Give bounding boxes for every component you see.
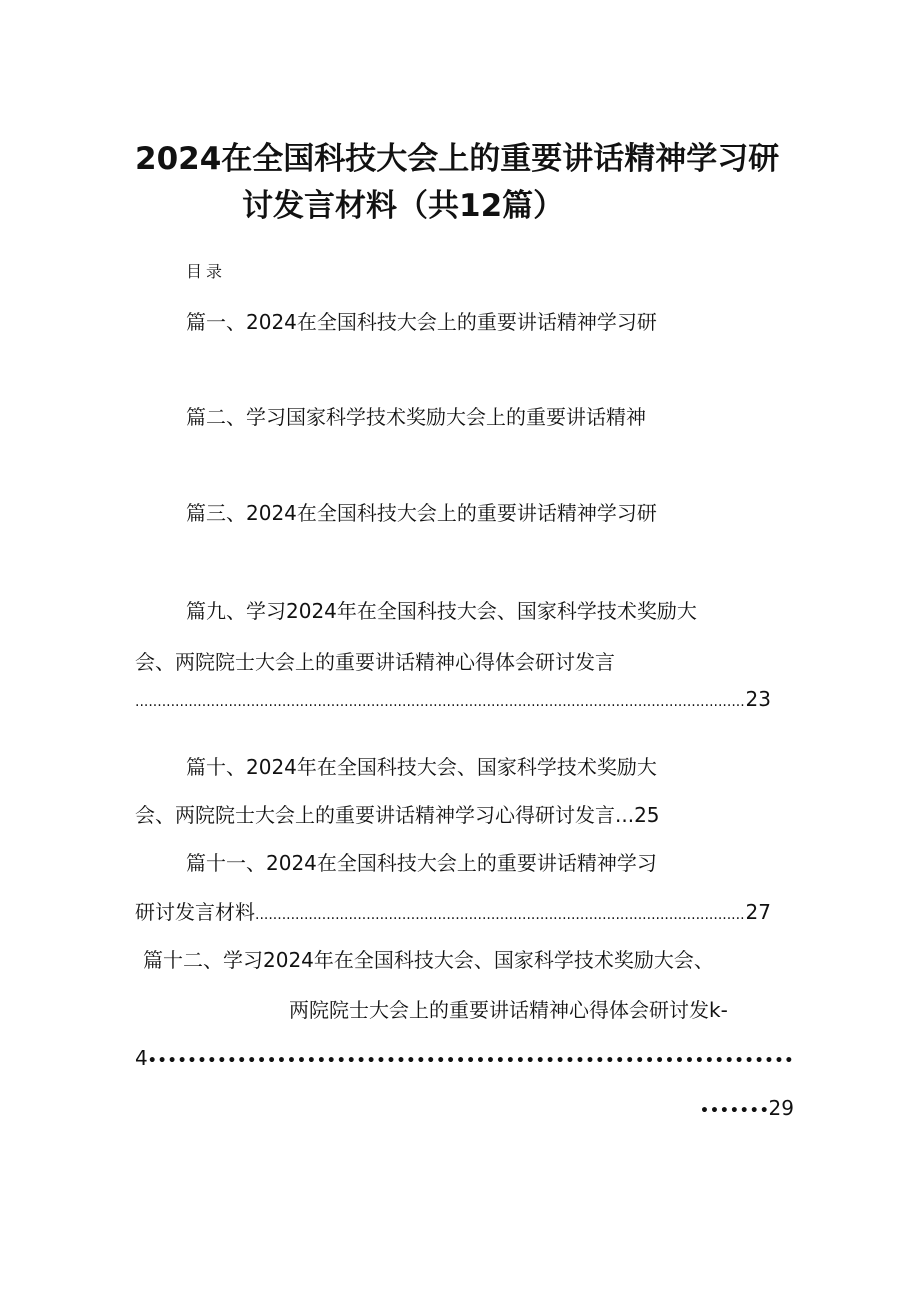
toc-entry-9-line-2[interactable]: 会、两院院士大会上的重要讲话精神心得体会研讨发言 bbox=[135, 650, 615, 674]
dot-leader bbox=[700, 1094, 769, 1125]
document-title-line-2: 讨发言材料（共12篇） bbox=[242, 188, 565, 224]
dot-leader bbox=[135, 685, 746, 716]
toc-entry-11-page: 27 bbox=[745, 900, 771, 924]
toc-entry-12-page: 29 bbox=[768, 1096, 794, 1120]
toc-entry-12-line-3: 4 bbox=[135, 1046, 148, 1070]
toc-entry-11-line-2[interactable]: 研讨发言材料 bbox=[135, 900, 255, 924]
dot-leader bbox=[148, 1044, 793, 1075]
toc-entry-9-leader bbox=[135, 685, 771, 716]
toc-entry-12-line-2[interactable]: 两院院士大会上的重要讲话精神心得体会研讨发k- bbox=[289, 998, 728, 1022]
dot-leader bbox=[255, 898, 746, 929]
toc-entry-1[interactable]: 篇一、2024在全国科技大会上的重要讲话精神学习研 bbox=[186, 310, 657, 334]
toc-entry-12-leader-1 bbox=[135, 1044, 793, 1075]
toc-entry-9-line-1[interactable]: 篇九、学习2024年在全国科技大会、国家科学技术奖励大 bbox=[186, 599, 697, 623]
toc-entry-3[interactable]: 篇三、2024在全国科技大会上的重要讲话精神学习研 bbox=[186, 501, 657, 525]
document-title-line-1: 2024在全国科技大会上的重要讲话精神学习研 bbox=[135, 141, 780, 177]
toc-entry-11-line-1[interactable]: 篇十一、2024在全国科技大会上的重要讲话精神学习 bbox=[186, 851, 657, 875]
toc-heading: 目录 bbox=[186, 262, 227, 281]
toc-entry-12-leader-2 bbox=[700, 1094, 794, 1125]
toc-entry-11-leader bbox=[135, 898, 771, 929]
toc-entry-10-line-1[interactable]: 篇十、2024年在全国科技大会、国家科学技术奖励大 bbox=[186, 755, 657, 779]
toc-entry-10-line-2[interactable]: 会、两院院士大会上的重要讲话精神学习心得研讨发言...25 bbox=[135, 803, 660, 827]
toc-entry-12-line-1[interactable]: 篇十二、学习2024年在全国科技大会、国家科学技术奖励大会、 bbox=[143, 948, 714, 972]
toc-entry-2[interactable]: 篇二、学习国家科学技术奖励大会上的重要讲话精神 bbox=[186, 405, 646, 429]
toc-entry-9-page: 23 bbox=[745, 687, 771, 711]
